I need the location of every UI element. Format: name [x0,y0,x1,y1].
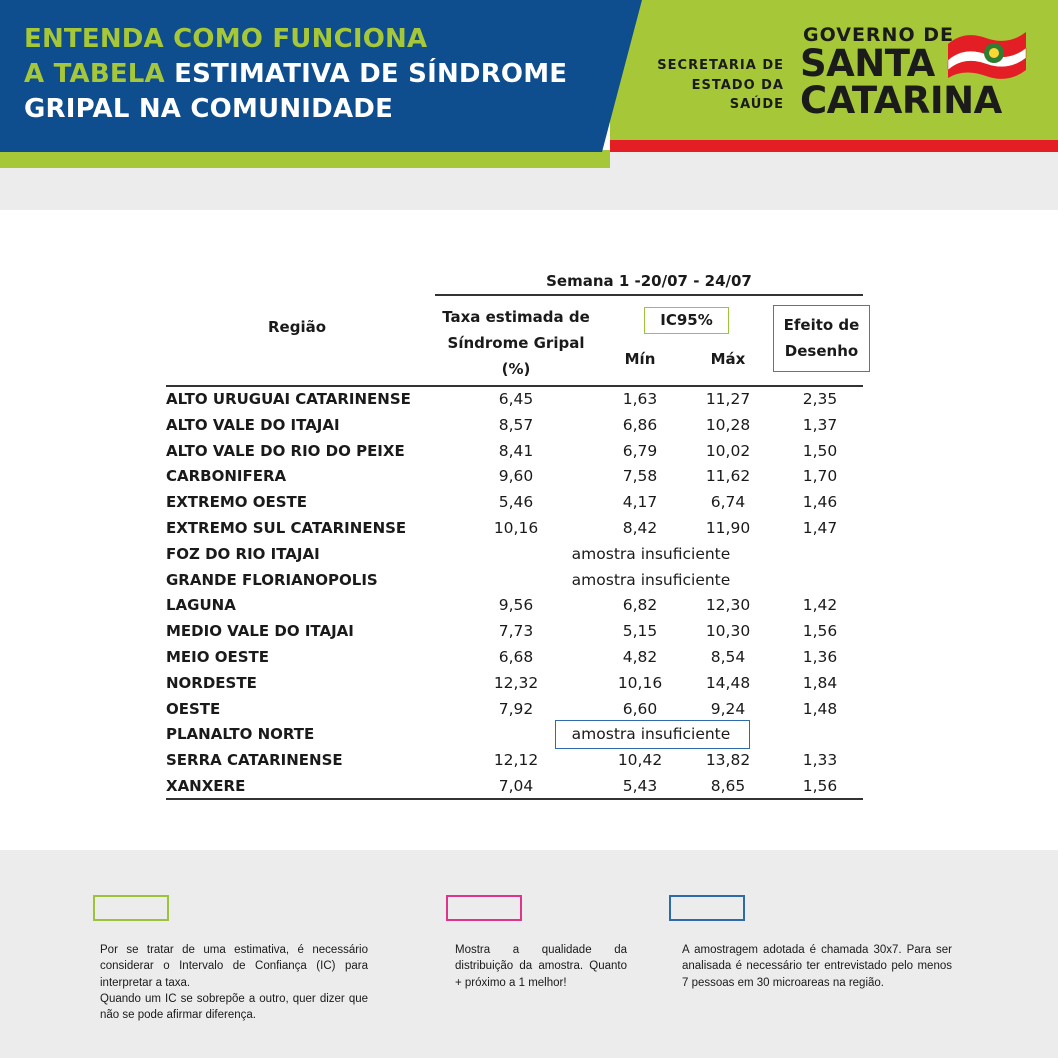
row-ic-max: 6,74 [710,493,746,512]
gov-catarina: CATARINA [800,79,1002,122]
row-ic-max: 10,30 [705,622,751,641]
row-region: NORDESTE [166,673,257,692]
row-ic-max: 10,28 [705,415,751,434]
row-insufficient-sample: amostra insuficiente [571,570,731,589]
legend-blue-note: A amostragem adotada é chamada 30x7. Para ser analisada é necessário ter entrevistado pelo menos 7 pessoas em 30 microareas na região. [682,944,952,989]
row-efeito-desenho: 1,70 [802,467,838,486]
row-ic-min: 6,86 [622,415,658,434]
row-ic-max: 8,65 [710,777,746,795]
row-region: EXTREMO OESTE [166,493,308,512]
row-efeito-desenho: 1,36 [802,648,838,666]
row-region: PLANALTO NORTE [166,725,315,744]
row-ic-min: 7,58 [622,467,658,486]
legend-blue-box [669,895,745,921]
title-line-2-rest: ESTIMATIVA DE SÍNDROME [164,59,568,89]
row-efeito-desenho: 1,47 [802,519,838,537]
table-row [166,545,866,571]
row-ic-max: 8,54 [710,648,746,666]
row-region: LAGUNA [166,596,236,615]
row-ic-max: 11,27 [705,390,751,408]
secretaria-line-3: SAÚDE [729,97,784,112]
title-line-3: GRIPAL NA COMUNIDADE [24,94,394,124]
row-region: EXTREMO SUL CATARINENSE [166,519,407,537]
row-taxa: 6,45 [498,390,534,408]
row-efeito-desenho: 2,35 [802,390,838,408]
row-ic-min: 10,16 [617,673,663,692]
row-ic-min: 6,82 [622,596,658,615]
row-efeito-desenho: 1,46 [802,493,838,512]
table-row [166,519,866,545]
row-ic-max: 9,24 [710,699,746,718]
row-taxa: 7,04 [498,777,534,795]
col-header-efeito [773,305,870,372]
row-ic-max: 11,62 [705,467,751,486]
legend-pink-box [446,895,522,921]
table-row [166,571,866,597]
col-header-taxa-line-2: Síndrome Gripal [447,334,585,352]
row-taxa: 7,92 [498,699,534,718]
secretaria-line-1: SECRETARIA DE [657,58,784,73]
row-taxa: 9,60 [498,467,534,486]
col-header-taxa [430,304,602,382]
row-region: ALTO URUGUAI CATARINENSE [166,390,411,408]
table-row [166,622,866,648]
table-row [166,674,866,700]
secretaria-line-2: ESTADO DA [691,77,784,93]
row-region: SERRA CATARINENSE [166,751,343,770]
row-ic-max: 12,30 [705,596,751,615]
col-header-taxa-line-3: (%) [501,360,531,378]
row-taxa: 7,73 [498,622,534,641]
week-underline [435,294,863,296]
row-region: ALTO VALE DO RIO DO PEIXE [166,441,405,460]
row-taxa: 9,56 [498,596,534,615]
insufficient-sample-highlight [555,720,750,749]
legend-green-box [93,895,169,921]
row-taxa: 12,32 [493,673,539,692]
row-efeito-desenho: 1,50 [802,441,838,460]
row-region: GRANDE FLORIANOPOLIS [166,570,378,589]
table-bottom-rule [166,798,863,800]
row-taxa: 12,12 [493,751,539,770]
row-efeito-desenho: 1,56 [802,622,838,641]
row-region: XANXERE [166,777,246,795]
col-header-min: Mín [624,350,656,368]
legend-green-note-p2: Quando um IC se sobrepõe a outro, quer dizer que não se pode afirmar diferença. [100,992,368,1022]
col-header-max: Máx [710,350,746,368]
col-header-ic95: IC95% [644,307,729,334]
row-ic-min: 6,79 [622,441,658,460]
row-ic-min: 4,82 [622,648,658,666]
title-line-2-highlight: A TABELA [24,59,165,89]
row-taxa: 6,68 [498,648,534,666]
col-header-region: Região [268,318,327,336]
row-taxa: 5,46 [498,493,534,512]
table-row [166,648,866,674]
row-region: CARBONIFERA [166,467,287,486]
table-row [166,416,866,442]
legend-pink-note: Mostra a qualidade da distribuição da amostra. Quanto + próximo a 1 melhor! [455,944,627,989]
row-efeito-desenho: 1,42 [802,596,838,615]
gov-santa: SANTA [800,42,935,85]
row-ic-max: 11,90 [705,519,751,537]
table-row [166,467,866,493]
title-line-1: ENTENDA COMO FUNCIONA [24,24,428,54]
row-efeito-desenho: 1,56 [802,777,838,795]
table-row [166,493,866,519]
row-insufficient-sample: amostra insuficiente [571,725,731,744]
row-ic-max: 14,48 [705,673,751,692]
row-ic-min: 5,43 [622,777,658,795]
row-efeito-desenho: 1,33 [802,751,838,770]
row-ic-min: 5,15 [622,622,658,641]
row-region: MEDIO VALE DO ITAJAI [166,622,354,641]
row-ic-max: 13,82 [705,751,751,770]
table-row [166,390,866,416]
gov-label: GOVERNO DE [803,24,954,46]
table-row [166,442,866,468]
legend-green-note [100,942,368,1023]
table-header-rule [166,385,863,387]
row-region: OESTE [166,699,221,718]
row-ic-min: 1,63 [622,390,658,408]
row-ic-min: 8,42 [622,519,658,537]
row-efeito-desenho: 1,37 [802,415,838,434]
row-ic-min: 10,42 [617,751,663,770]
legend-green-note-p1: Por se tratar de uma estimativa, é necessário considerar o Intervalo de Confiança (IC) para interpretar a taxa. [100,944,368,989]
row-efeito-desenho: 1,48 [802,699,838,718]
col-header-taxa-line-1: Taxa estimada de [442,308,590,326]
table-row [166,725,866,751]
row-efeito-desenho: 1,84 [802,673,838,692]
row-taxa: 8,57 [498,415,534,434]
col-header-efeito-line-1: Efeito de [783,316,860,334]
row-taxa: 10,16 [493,519,539,537]
table-row [166,700,866,726]
row-ic-min: 4,17 [622,493,658,512]
row-taxa: 8,41 [498,441,534,460]
row-insufficient-sample: amostra insuficiente [571,544,731,563]
row-ic-min: 6,60 [622,699,658,718]
row-ic-max: 10,02 [705,441,751,460]
row-region: MEIO OESTE [166,648,270,666]
week-label: Semana 1 -20/07 - 24/07 [546,272,752,290]
col-header-efeito-line-2: Desenho [784,342,859,360]
row-region: FOZ DO RIO ITAJAI [166,544,320,563]
table-row [166,751,866,777]
row-region: ALTO VALE DO ITAJAI [166,415,340,434]
table-row [166,596,866,622]
